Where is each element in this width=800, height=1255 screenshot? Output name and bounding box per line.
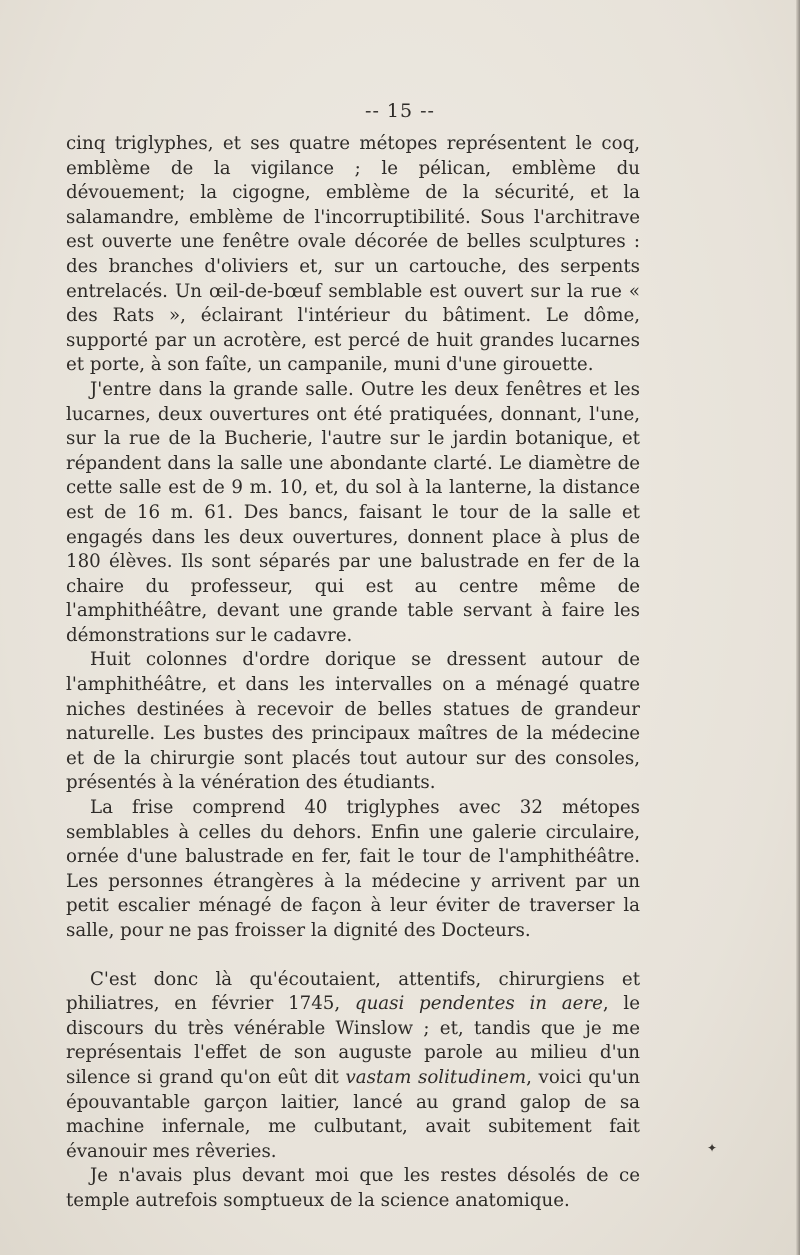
paragraph-3: Huit colonnes d'ordre dorique se dressent autour de l'amphithéâtre, et dans les intervalles on a ménagé quatre niches destinées à recevoir de belles statues de grandeur naturelle. Les bustes des principaux maîtres de la médecine et de la chirurgie sont placés tout autour sur des consoles, présentés à la vénération des étudiants. xyxy=(66,649,640,794)
page-edge-shadow xyxy=(796,0,800,1255)
body-text xyxy=(66,132,640,1214)
paragraph-5 xyxy=(66,968,640,1165)
paragraph-4: La frise comprend 40 triglyphes avec 32 métopes semblables à celles du dehors. Enfin une galerie circulaire, ornée d'une balustrade en fer, fait le tour de l'amphithéâtre. Les personnes étrangères à la médecine y arrivent par un petit escalier ménagé de façon à leur éviter de traverser la salle, pour ne pas froisser la dignité des Docteurs. xyxy=(66,797,640,941)
paragraph-5-part-2: , le discours du très vénérable Winslow ; et, tandis que je me représentais l'effet de son auguste parole au milieu d'un silence si grand qu'on eût dit xyxy=(66,993,640,1088)
paragraph-5-part-3: , voici qu'un épouvantable garçon laitier, lancé au grand galop de sa machine infernale, me culbutant, avait subitement fait évanouir mes rêveries. xyxy=(66,1066,641,1162)
latin-quote-2: vastam solitudinem xyxy=(345,1066,527,1088)
paragraph-1: cinq triglyphes, et ses quatre métopes représentent le coq, emblème de la vigilance ; le pélican, emblème du dévouement; la cigogne, emblème de la sécurité, et la salamandre, emblème de l'incorruptibilité. Sous l'architrave est ouverte une fenêtre ovale décorée de belles sculptures : des branches d'oliviers et, sur un cartouche, des serpents entrelacés. Un œil-de-bœuf semblable est ouvert sur la rue « des Rats », éclairant l'intérieur du bâtiment. Le dôme, supporté par un acrotère, est percé de huit grandes lucarnes et porte, à son faîte, un campanile, muni d'une girouette. xyxy=(66,133,640,376)
paragraph-5-part-1: C'est donc là qu'écoutaient, attentifs, chirurgiens et philiatres, en février 1745, xyxy=(66,968,640,1015)
printer-mark: ✦ xyxy=(707,1141,718,1155)
paragraph-2: J'entre dans la grande salle. Outre les deux fenêtres et les lucarnes, deux ouvertures ont été pratiquées, donnant, l'une, sur la rue de la Bucherie, l'autre sur le jardin botanique, et répandent dans la salle une abondante clarté. Le diamètre de cette salle est de 9 m. 10, et, du sol à la lanterne, la distance est de 16 m. 61. Des bancs, faisant le tour de la salle et engagés dans les deux ouvertures, donnent place à plus de 180 élèves. Ils sont séparés par une balustrade en fer de la chaire du professeur, qui est au centre même de l'amphithéâtre, devant une grande table servant à faire les démonstrations sur le cadavre. xyxy=(66,378,640,646)
latin-quote-1: quasi pendentes in aere xyxy=(354,993,603,1015)
paragraph-6: Je n'avais plus devant moi que les restes désolés de ce temple autrefois somptueux de la science anatomique. xyxy=(66,1165,640,1211)
page-number: -- 15 -- xyxy=(365,100,435,122)
